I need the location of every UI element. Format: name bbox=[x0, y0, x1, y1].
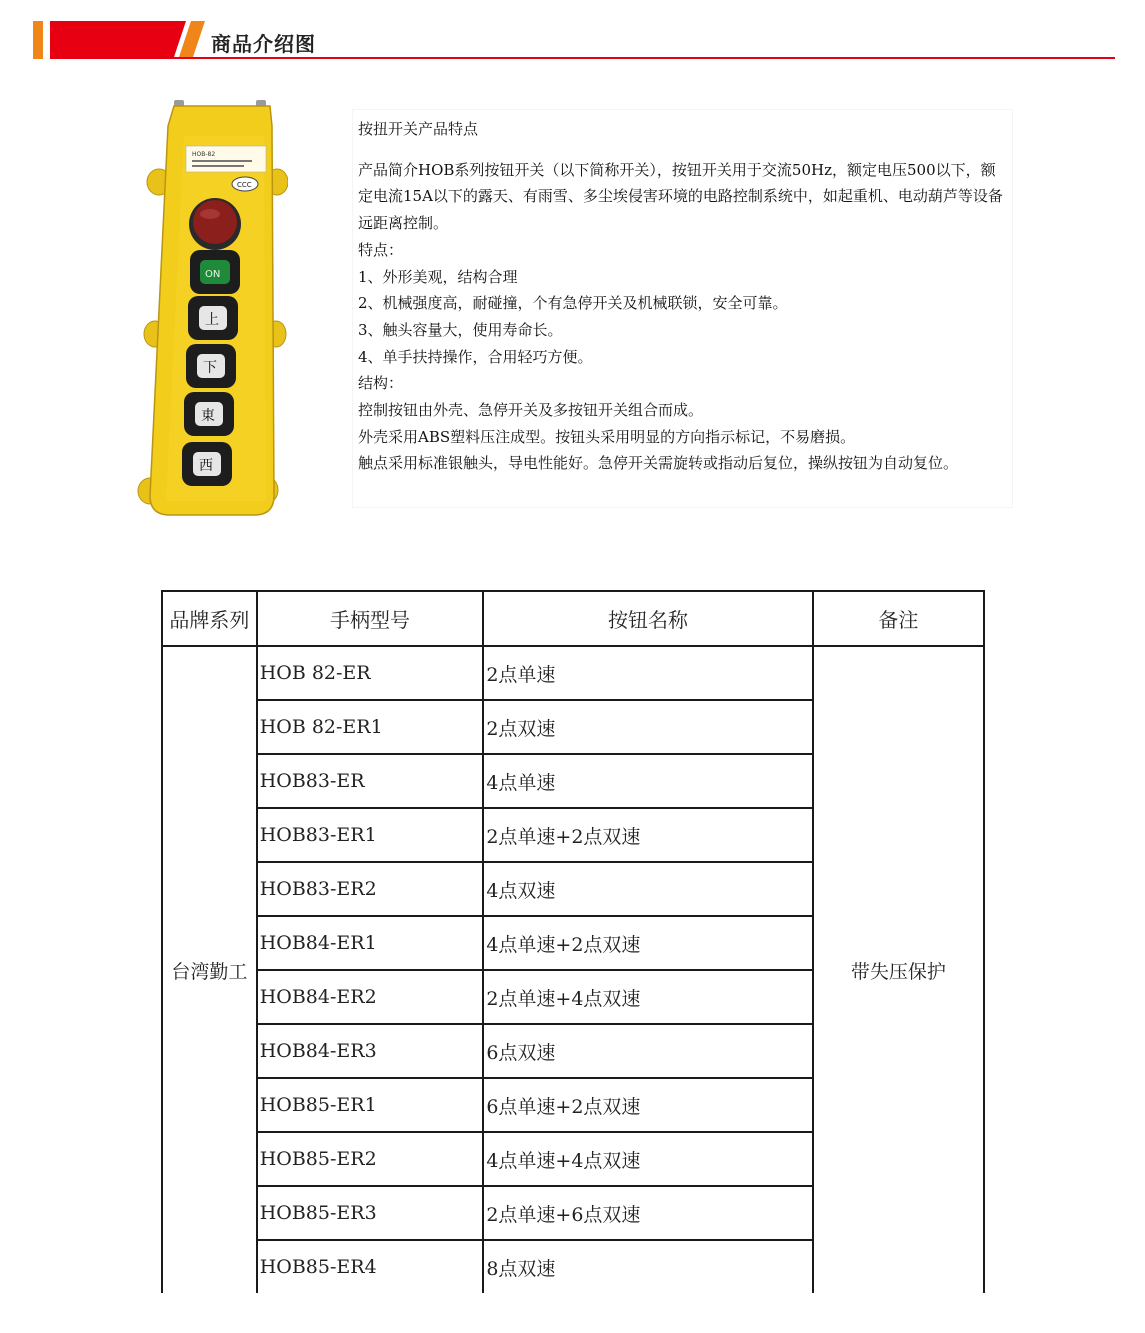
section-title: 商品介绍图 bbox=[211, 32, 316, 56]
button-name-cell: 2点单速+6点双速 bbox=[483, 1186, 812, 1240]
model-table bbox=[161, 590, 985, 1293]
structure-heading: 结构： bbox=[358, 374, 404, 393]
button-name-cell: 4点双速 bbox=[483, 862, 812, 916]
description-intro: 产品简介HOB系列按钮开关（以下简称开关），按钮开关用于交流50Hz，额定电压500以下，额定电流15A以下的露天、有雨雪、多尘埃侵害环境的电路控制系统中，如起重机、电动葫芦等设备远距离控制。 bbox=[358, 160, 1003, 233]
svg-text:東: 東 bbox=[201, 408, 215, 424]
feature-item: 2、机械强度高，耐碰撞，个有急停开关及机械联锁，安全可靠。 bbox=[358, 294, 788, 313]
structure-item: 触点采用标准银触头，导电性能好。急停开关需旋转或指动后复位，操纵按钮为自动复位。 bbox=[358, 454, 959, 473]
button-name-cell: 2点双速 bbox=[483, 700, 812, 754]
svg-text:HOB-82: HOB-82 bbox=[192, 151, 216, 158]
model-cell: HOB84-ER3 bbox=[257, 1024, 484, 1078]
button-name-cell: 4点单速+4点双速 bbox=[483, 1132, 812, 1186]
table-row bbox=[162, 646, 984, 700]
svg-text:CCC: CCC bbox=[237, 181, 252, 189]
button-name-cell: 4点单速+2点双速 bbox=[483, 916, 812, 970]
section-header bbox=[0, 0, 1145, 70]
header-rule bbox=[50, 57, 1115, 59]
product-image bbox=[128, 96, 288, 520]
structure-item: 控制按钮由外壳、急停开关及多按钮开关组合而成。 bbox=[358, 401, 704, 420]
button-name-cell: 6点双速 bbox=[483, 1024, 812, 1078]
model-cell: HOB85-ER3 bbox=[257, 1186, 484, 1240]
header-model: 手柄型号 bbox=[257, 591, 484, 646]
pendant-buttons bbox=[182, 250, 240, 486]
button-name-cell: 2点单速+4点双速 bbox=[483, 970, 812, 1024]
svg-text:西: 西 bbox=[199, 458, 213, 474]
model-cell: HOB85-ER2 bbox=[257, 1132, 484, 1186]
svg-text:下: 下 bbox=[203, 360, 217, 376]
model-cell: HOB83-ER2 bbox=[257, 862, 484, 916]
features-heading: 特点： bbox=[358, 240, 404, 259]
feature-item: 3、触头容量大，使用寿命长。 bbox=[358, 320, 563, 339]
header-brand: 品牌系列 bbox=[162, 591, 257, 646]
description-title: 按扭开关产品特点 bbox=[358, 120, 479, 138]
svg-text:ON: ON bbox=[205, 269, 221, 280]
model-cell: HOB85-ER1 bbox=[257, 1078, 484, 1132]
model-cell: HOB 82-ER bbox=[257, 646, 484, 700]
brand-cell: 台湾勤工 bbox=[162, 646, 257, 1293]
button-name-cell: 2点单速 bbox=[483, 646, 812, 700]
model-cell: HOB83-ER bbox=[257, 754, 484, 808]
model-cell: HOB83-ER1 bbox=[257, 808, 484, 862]
product-description bbox=[353, 110, 1012, 507]
button-name-cell: 4点单速 bbox=[483, 754, 812, 808]
svg-text:上: 上 bbox=[205, 312, 219, 328]
feature-item: 1、外形美观，结构合理 bbox=[358, 267, 518, 286]
header-note: 备注 bbox=[813, 591, 984, 646]
table-header-row bbox=[162, 591, 984, 646]
model-cell: HOB 82-ER1 bbox=[257, 700, 484, 754]
structure-item: 外壳采用ABS塑料压注成型。按钮头采用明显的方向指示标记，不易磨损。 bbox=[358, 427, 856, 446]
header-button-name: 按钮名称 bbox=[483, 591, 812, 646]
model-cell: HOB84-ER2 bbox=[257, 970, 484, 1024]
feature-item: 4、单手扶持操作，合用轻巧方便。 bbox=[358, 347, 593, 366]
note-cell: 带失压保护 bbox=[813, 646, 984, 1293]
model-cell: HOB84-ER1 bbox=[257, 916, 484, 970]
model-cell: HOB85-ER4 bbox=[257, 1240, 484, 1293]
button-name-cell: 8点双速 bbox=[483, 1240, 812, 1293]
button-name-cell: 6点单速+2点双速 bbox=[483, 1078, 812, 1132]
button-name-cell: 2点单速+2点双速 bbox=[483, 808, 812, 862]
